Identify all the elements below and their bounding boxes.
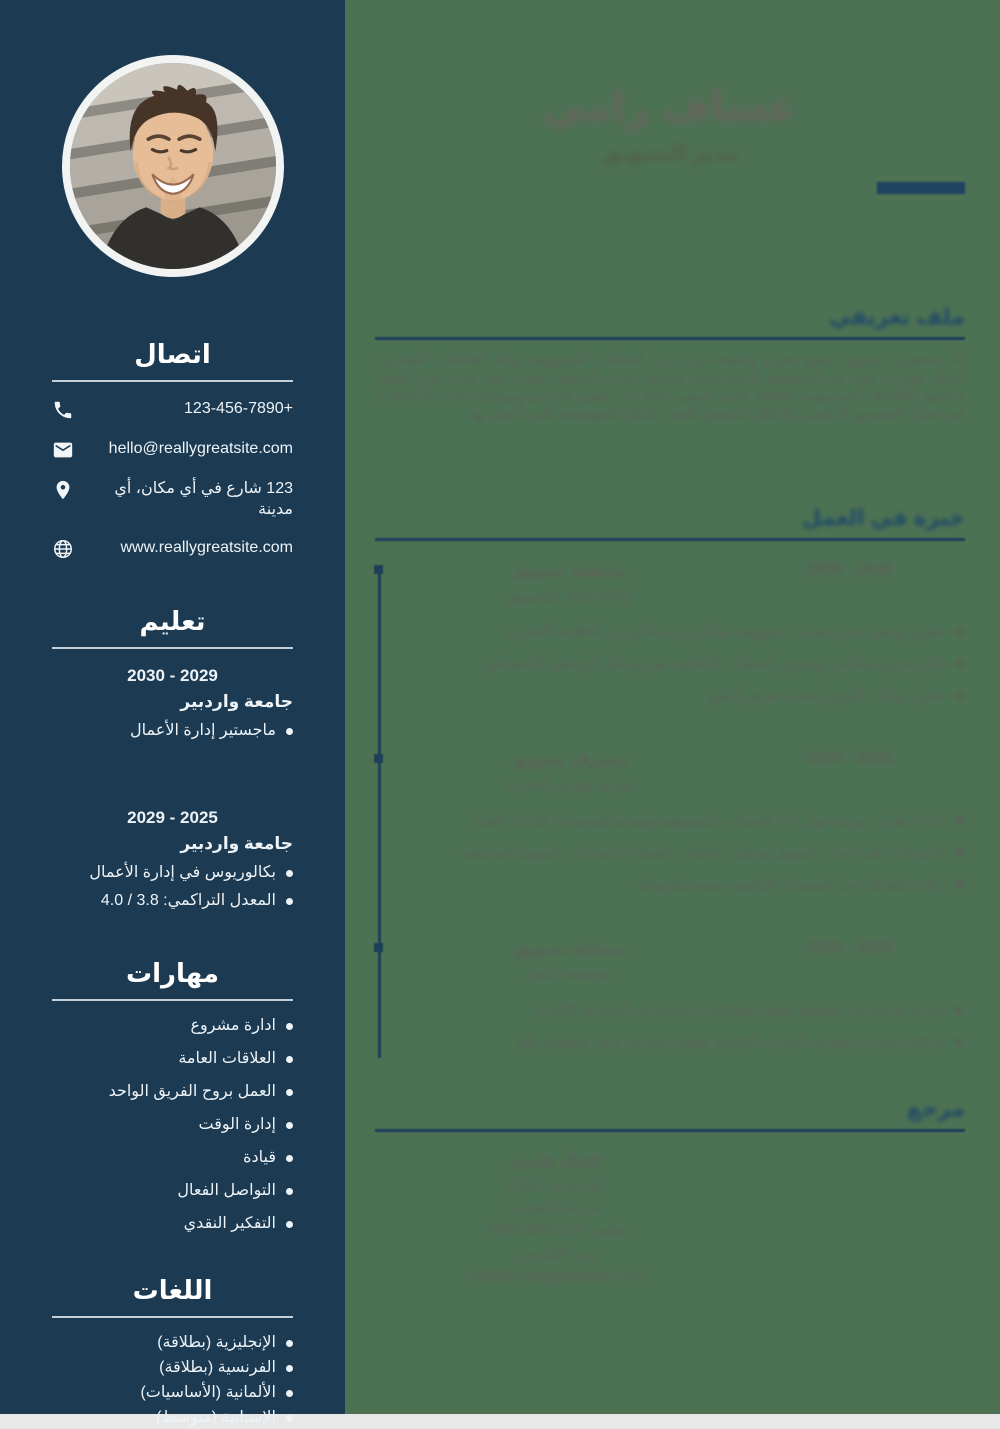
contact-website: www.reallygreatsite.com [120,539,293,556]
contact-email: hello@reallygreatsite.com [108,440,293,457]
skill-item: التواصل الفعال [52,1180,293,1202]
experience-dates: 2025 - 2028 [807,750,893,767]
skill-item: العمل بروح الفريق الواحد [52,1081,293,1103]
reference-phone-value: 123-456-7890 [485,1222,583,1239]
experience-points [403,621,965,706]
location-icon [52,479,74,501]
experience-entry [403,750,965,895]
experience-dates: 2028 - 2030 [807,561,893,578]
references-heading: مرجع [906,1096,965,1121]
sidebar [0,0,345,1426]
education-section [52,606,293,912]
education-school: جامعة واردبير [180,834,293,853]
globe-icon [52,538,74,560]
contact-section [52,339,293,560]
experience-divider [375,538,965,541]
education-school: جامعة واردبير [180,692,293,711]
contact-website-row [52,537,293,560]
education-entry [52,666,293,742]
experience-point: تحليل بيانات السوق لتحديد فرص النمو [403,685,965,706]
profile-photo-illustration [70,63,276,269]
profile-section [375,304,965,423]
experience-company: شركة فوديل للتجارة [504,776,634,793]
experience-company: وكالة إنجاز للتسويق [506,587,632,604]
experience-section [375,505,965,1052]
skills-heading: مهارات [52,958,293,1001]
contact-email-row [52,438,293,461]
experience-entry [403,561,965,706]
experience-role: مساعد تسويق [512,940,626,958]
skill-item: العلاقات العامة [52,1048,293,1070]
experience-point: إعداد تقارير دورية حول أداء الحملات التسويقية وتقديم التوصيات للإدارة العليا [403,810,965,831]
language-item: الإنجليزية (بطلاقة) [52,1332,293,1354]
education-dates: 2025 - 2029 [127,808,218,827]
skill-item: ادارة مشروع [52,1015,293,1037]
references-section [375,1096,965,1288]
profile-heading: ملف تعريفي [829,304,965,329]
language-item: الإسبانية (متوسط) [52,1407,293,1429]
skills-section [52,958,293,1235]
profile-divider [375,337,965,340]
reference-email [420,1242,690,1288]
education-entry [52,808,293,912]
contact-address-row [52,478,293,520]
experience-timeline [375,561,965,1052]
language-item: الألمانية (الأساسيات) [52,1382,293,1404]
skill-item: إدارة الوقت [52,1114,293,1136]
experience-company: مؤسسة ليمار [525,965,613,982]
experience-entry [403,939,965,1052]
reference-phone [420,1219,690,1242]
experience-heading: خبرة في العمل [801,505,965,530]
header-accent-bar [877,182,965,194]
person-name: عساف رامي [542,83,798,130]
languages-section [52,1275,293,1429]
contact-heading: اتصال [52,339,293,382]
contact-phone: +123-456-7890 [184,400,293,417]
phone-icon [52,399,74,421]
reference-company: شركة التقنيات [509,1199,601,1216]
skill-item: التفكير النقدي [52,1213,293,1235]
reference-position: أول مدير أعمال [505,1176,605,1193]
reference-email-label: بريد إلكتروني: [510,1245,600,1262]
person-job-title: مدير التسويق [601,142,739,165]
experience-point: تطوير وتنفيذ استراتيجيات تسويقية مبتكرة لزيادة الوعي بالعلامة التجارية [403,621,965,642]
reference-card [420,1150,690,1288]
experience-dates: 2023 - 2025 [807,939,893,956]
contact-address: 123 شارع في أي مكان، أي مدينة [114,480,293,518]
experience-points [403,999,965,1052]
education-dates: 2029 - 2030 [127,666,218,685]
references-divider [375,1129,965,1132]
education-point: بكالوريوس في إدارة الأعمال [52,862,293,884]
profile-photo [62,55,284,277]
experience-points [403,810,965,895]
experience-role: مخطط تسويق [511,562,627,580]
skill-item: قيادة [52,1147,293,1169]
profile-text: أنا متخصص تسويق يتمتع بخبرة واسعة في إدارة الحملات التسويقية وبناء العلامات التجارية، أمتلك مهارات قوية في التخطيط الاستراتيجي وتحليل بيانات السوق، وقادر على قيادة فرق العمل وتحقيق الأهداف المرسومة بكفاءة عالية، أسعى دائماً إلى تطوير قدراتي ومواكبة أحدث الاتجاهات في مجال التسويق الرقمي والإعلان لتحقيق أفضل النتائج للمؤسسة التي أعمل بها. [375,351,965,422]
education-heading: تعليم [52,606,293,649]
experience-role: مشرف تسويق [511,751,627,769]
reference-name: إقبال فارس [509,1153,601,1170]
experience-point: الإشراف على أبحاث السوق وتحليل اتجاهات العملاء واحتياجات السوق المختلفة [403,842,965,863]
languages-heading: اللغات [52,1275,293,1318]
education-point: ماجستير إدارة الأعمال [52,720,293,742]
education-point: المعدل التراكمي: 3.8 / 4.0 [52,890,293,912]
experience-point: تقديم الدعم في تخطيط وتنفيذ الفعاليات والمعارض التجارية الكبرى [403,999,965,1020]
reference-phone-label: هاتف: [586,1222,625,1239]
language-item: الفرنسية (بطلاقة) [52,1357,293,1379]
contact-phone-row [52,398,293,421]
experience-point: زيادة التفاعل عبر المنصات الرقمية بنسبة ملحوظة [403,874,965,895]
experience-point: إدارة فريق متكامل وتنسيق الحملات الإعلانية عبر وسائل التواصل الاجتماعي [403,653,965,674]
experience-point: مراقبة وتحديث قواعد البيانات الخاصة بعملاء الشركة بدقة واهتمام بالغ [403,1031,965,1052]
email-icon [52,439,74,461]
reference-email-value: hello@reallygreatsite.com [465,1268,645,1285]
main-column [345,0,1000,1414]
